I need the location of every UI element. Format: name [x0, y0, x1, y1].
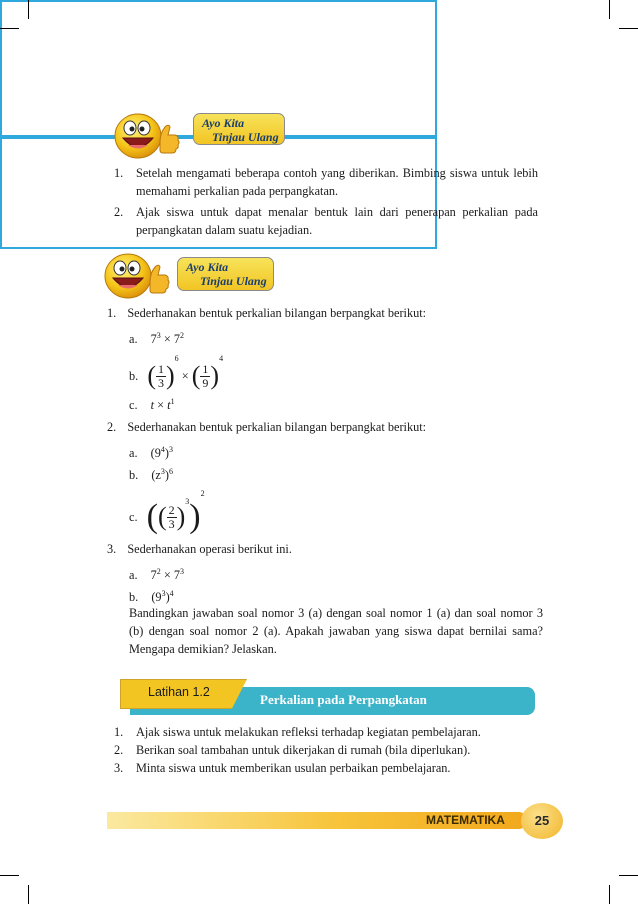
- sub-label: b.: [129, 590, 139, 605]
- math-expression: [151, 468, 173, 482]
- math-expression: [151, 398, 175, 412]
- sub-label: a.: [129, 568, 138, 583]
- latihan-label: Latihan 1.2: [148, 685, 210, 699]
- sub-label: b.: [129, 468, 139, 483]
- exponent: 3: [185, 497, 190, 506]
- item-text: Setelah mengamati beberapa contoh yang diberikan. Bimbing siswa untuk lebih memahami perkalian pada perpangkatan.: [136, 166, 538, 198]
- crop-mark: [619, 875, 638, 876]
- question-text: Sederhanakan operasi berikut ini.: [127, 542, 292, 556]
- question-2b: [129, 463, 173, 484]
- ayo-kita-badge: [193, 113, 285, 145]
- math-expression: [151, 590, 173, 604]
- paren: ): [164, 468, 169, 483]
- item-text: Ajak siswa untuk melakukan refleksi terhadap kegiatan pembelajaran.: [136, 725, 481, 739]
- question-2: [107, 418, 426, 436]
- question-number: 2.: [107, 420, 117, 434]
- item-text: Berikan soal tambahan untuk dikerjakan di rumah (bila diperlukan).: [136, 743, 471, 757]
- latihan-title: Perkalian pada Perpangkatan: [260, 692, 427, 707]
- item-number: 2.: [114, 205, 124, 219]
- sub-label: a.: [129, 446, 138, 461]
- closing-list: [114, 723, 538, 777]
- exponent: 4: [219, 354, 224, 363]
- badge-line1: Ayo Kita: [202, 116, 245, 130]
- base: 7: [150, 568, 157, 583]
- exponent: 3: [156, 331, 161, 340]
- exponent: 4: [169, 589, 174, 598]
- thumbs-up-smiley-icon: [104, 252, 170, 300]
- badge-line1: Ayo Kita: [186, 260, 229, 274]
- sub-label: c.: [129, 510, 138, 525]
- question-1: [107, 304, 426, 322]
- badge-line2: Tinjau Ulang: [212, 130, 279, 144]
- item-number: 2.: [114, 743, 124, 757]
- times-sign: ×: [163, 332, 171, 347]
- sub-label: b.: [129, 369, 139, 384]
- sub-label: c.: [129, 398, 138, 413]
- exponent: 6: [174, 354, 179, 363]
- question-1a: [129, 327, 184, 348]
- crop-mark: [0, 28, 19, 29]
- base: (z: [151, 468, 161, 483]
- item-text: Ajak siswa untuk dapat menalar bentuk lain dari penerapan perkalian pada perpangkatan dalam suatu kejadian.: [136, 205, 538, 237]
- list-item: [114, 741, 538, 759]
- base: (9: [151, 590, 162, 605]
- numerator: 2: [168, 502, 175, 517]
- list-item: [114, 203, 538, 239]
- list-item: [114, 723, 538, 741]
- item-number: 1.: [114, 725, 124, 739]
- question-3b: [129, 585, 174, 606]
- sub-label: a.: [129, 332, 138, 347]
- fraction: [167, 504, 177, 531]
- base: 7: [150, 332, 157, 347]
- math-expression: (( $\frac{2}{3}$ )$^3$)$^2$: [146, 489, 205, 536]
- exponent: 6: [168, 467, 173, 476]
- numerator: 1: [202, 361, 209, 376]
- exponent: 3: [168, 445, 173, 454]
- math-expression: [151, 568, 184, 582]
- exponent: 2: [200, 489, 205, 498]
- crop-mark: [28, 0, 29, 19]
- page-number: 25: [534, 813, 550, 828]
- times-sign: ×: [181, 369, 189, 384]
- thumbs-up-smiley-icon: [114, 112, 180, 160]
- crop-mark: [28, 885, 29, 904]
- question-1c: [129, 393, 175, 414]
- fraction: [200, 363, 210, 390]
- crop-mark: [0, 875, 19, 876]
- math-expression: [151, 446, 173, 460]
- crop-mark: [619, 28, 638, 29]
- times-sign: ×: [157, 398, 165, 413]
- numerator: 1: [157, 361, 164, 376]
- base: 7: [173, 332, 181, 347]
- base: 7: [173, 568, 181, 583]
- denominator: 3: [168, 516, 175, 531]
- question-number: 1.: [107, 306, 117, 320]
- denominator: 9: [202, 375, 209, 390]
- exponent: 3: [161, 589, 166, 598]
- math-expression: ( $\frac{1}{3}$ )$^6$ × ( $\frac{1}{9}$ )$^4$: [147, 354, 224, 391]
- question-2a: [129, 441, 173, 462]
- exponent: 4: [160, 445, 165, 454]
- question-1b: [129, 350, 223, 390]
- paren: ): [165, 590, 170, 605]
- item-number: 3.: [114, 761, 124, 775]
- exponent: 2: [180, 331, 185, 340]
- teacher-guidance-list: [114, 164, 538, 242]
- base: t: [150, 398, 155, 413]
- ayo-kita-badge: [177, 257, 274, 291]
- base: t: [167, 398, 171, 413]
- question-number: 3.: [107, 542, 117, 556]
- fraction: [156, 363, 166, 390]
- denominator: 3: [157, 375, 164, 390]
- question-text: Sederhanakan bentuk perkalian bilangan berpangkat berikut:: [127, 306, 427, 320]
- list-item: [114, 759, 538, 777]
- paren: ): [164, 446, 169, 461]
- crop-mark: [609, 0, 610, 19]
- list-item: [114, 164, 538, 200]
- item-text: Minta siswa untuk memberikan usulan perbaikan pembelajaran.: [136, 761, 451, 775]
- comparison-paragraph: Bandingkan jawaban soal nomor 3 (a) dengan soal nomor 1 (a) dan soal nomor 3 (b) dengan soal nomor 2 (a). Apakah jawaban yang siswa dapat bernilai sama? Mengapa demikian? Jelaskan.: [129, 606, 543, 656]
- exponent: 3: [160, 467, 165, 476]
- crop-mark: [609, 885, 610, 904]
- question-3a: [129, 563, 184, 584]
- question-3: [107, 540, 292, 558]
- times-sign: ×: [163, 568, 171, 583]
- math-expression: [151, 332, 184, 346]
- question-2c: [129, 485, 205, 536]
- base: (9: [150, 446, 161, 461]
- latihan-banner: [120, 679, 535, 715]
- exponent: 2: [156, 567, 161, 576]
- exponent: 3: [180, 567, 185, 576]
- item-number: 1.: [114, 166, 124, 180]
- exponent: 1: [170, 397, 175, 406]
- footer-subject: MATEMATIKA: [426, 813, 505, 827]
- badge-line2: Tinjau Ulang: [200, 274, 267, 288]
- question-text: Sederhanakan bentuk perkalian bilangan berpangkat berikut:: [127, 420, 427, 434]
